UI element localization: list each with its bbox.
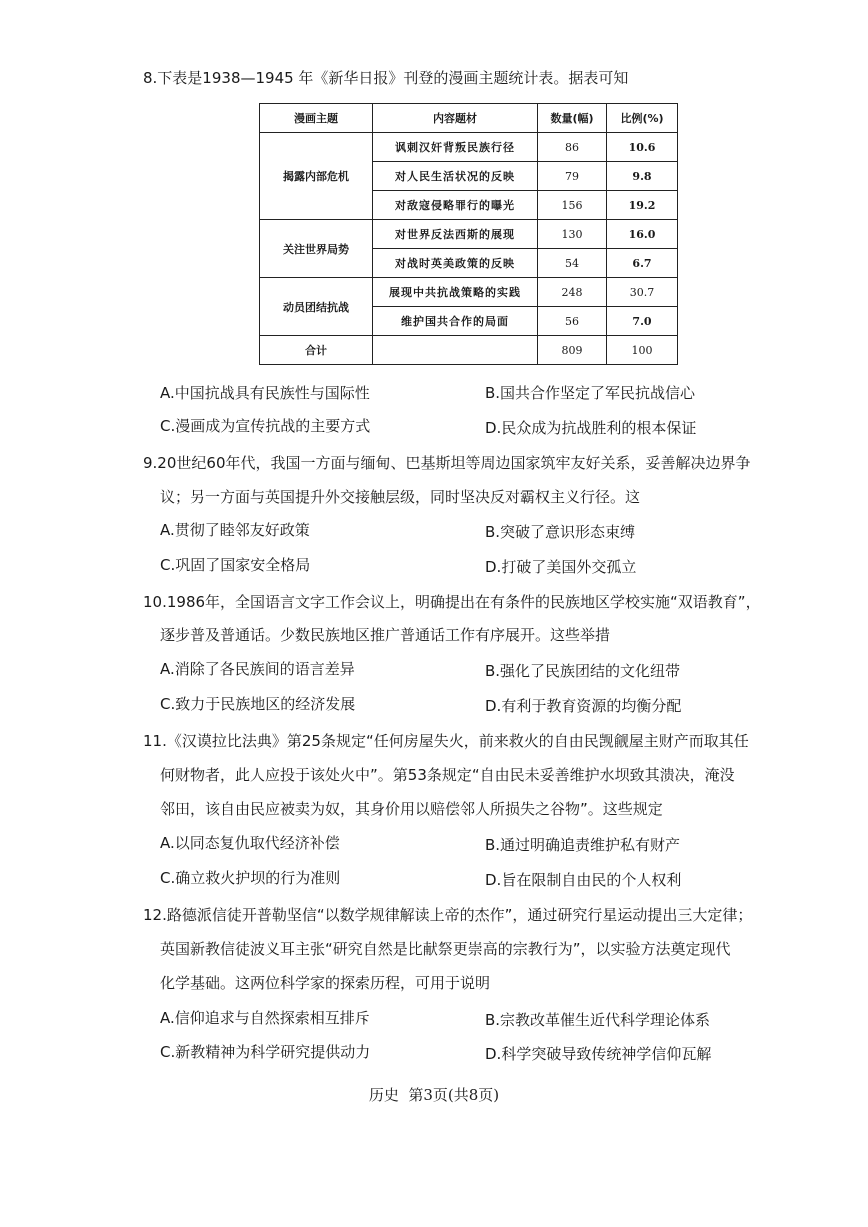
content-cell: 对敌寇侵略罪行的曝光 [373,191,538,220]
q8-option-c[interactable]: C.漫画成为宣传抗战的主要方式 [160,417,371,435]
q12-stem-line: 化学基础。这两位科学家的探索历程，可用于说明 [160,974,491,992]
table-row [260,220,678,249]
ratio-cell: 16.0 [607,220,678,249]
theme-cell: 揭露内部危机 [260,133,373,220]
table-total-row [260,336,678,365]
q8-option-b[interactable]: B.国共合作坚定了军民抗战信心 [485,384,696,402]
count-cell: 130 [538,220,607,249]
ratio-cell: 10.6 [607,133,678,162]
q11-stem-line: 11.《汉谟拉比法典》第25条规定“任何房屋失火，前来救火的自由民觊觎屋主财产而取其任 [143,732,749,750]
header-theme: 漫画主题 [260,104,373,133]
q10-option-a[interactable]: A.消除了各民族间的语言差异 [160,660,355,678]
theme-cell: 关注世界局势 [260,220,373,278]
content-cell: 对战时英美政策的反映 [373,249,538,278]
q12-stem-line: 12.路德派信徒开普勒坚信“以数学规律解读上帝的杰作”，通过研究行星运动提出三大定律； [143,906,753,924]
q8-option-d[interactable]: D.民众成为抗战胜利的根本保证 [485,419,697,437]
header-ratio: 比例(%) [607,104,678,133]
q9-option-b[interactable]: B.突破了意识形态束缚 [485,523,636,541]
ratio-cell: 6.7 [607,249,678,278]
q11-option-c[interactable]: C.确立救火护坝的行为准则 [160,869,341,887]
q10-stem-line: 逐步普及普通话。少数民族地区推广普通话工作有序展开。这些举措 [160,626,611,644]
q8-stem: 8.下表是1938—1945 年《新华日报》刊登的漫画主题统计表。据表可知 [143,69,629,87]
q10-stem-line: 10.1986年，全国语言文字工作会议上，明确提出在有条件的民族地区学校实施“双语教育”， [143,593,761,611]
q12-stem-line: 英国新教信徒波义耳主张“研究自然是比献祭更崇高的宗教行为”，以实验方法奠定现代 [160,940,731,958]
page-footer: 历史 第3页(共8页) [368,1086,500,1104]
header-count: 数量(幅) [538,104,607,133]
ratio-cell: 30.7 [607,278,678,307]
q11-option-a[interactable]: A.以同态复仇取代经济补偿 [160,834,340,852]
content-cell: 维护国共合作的局面 [373,307,538,336]
count-cell: 79 [538,162,607,191]
q12-option-b[interactable]: B.宗教改革催生近代科学理论体系 [485,1011,711,1029]
total-label: 合计 [260,336,373,365]
theme-cell: 动员团结抗战 [260,278,373,336]
q11-stem-line: 邻田，该自由民应被卖为奴，其身价用以赔偿邻人所损失之谷物”。这些规定 [160,800,663,818]
content-cell: 讽刺汉奸背叛民族行径 [373,133,538,162]
content-cell: 对世界反法西斯的展现 [373,220,538,249]
count-cell: 248 [538,278,607,307]
table-row [260,133,678,162]
ratio-cell: 19.2 [607,191,678,220]
q12-option-a[interactable]: A.信仰追求与自然探索相互排斥 [160,1009,370,1027]
q12-option-c[interactable]: C.新教精神为科学研究提供动力 [160,1043,371,1061]
q9-option-d[interactable]: D.打破了美国外交孤立 [485,558,637,576]
table-row [260,278,678,307]
count-cell: 56 [538,307,607,336]
total-count: 809 [538,336,607,365]
q8-option-a[interactable]: A.中国抗战具有民族性与国际性 [160,384,370,402]
comic-theme-table [259,103,678,365]
count-cell: 86 [538,133,607,162]
ratio-cell: 7.0 [607,307,678,336]
q12-option-d[interactable]: D.科学突破导致传统神学信仰瓦解 [485,1045,712,1063]
q10-option-c[interactable]: C.致力于民族地区的经济发展 [160,695,356,713]
q9-stem-line: 议；另一方面与英国提升外交接触层级，同时坚决反对霸权主义行径。这 [160,488,641,506]
content-cell: 展现中共抗战策略的实践 [373,278,538,307]
q9-option-c[interactable]: C.巩固了国家安全格局 [160,556,311,574]
count-cell: 156 [538,191,607,220]
q9-option-a[interactable]: A.贯彻了睦邻友好政策 [160,521,310,539]
q10-option-b[interactable]: B.强化了民族团结的文化纽带 [485,662,681,680]
q9-stem-line: 9.20世纪60年代，我国一方面与缅甸、巴基斯坦等周边国家筑牢友好关系，妥善解决边界争 [143,454,751,472]
header-content: 内容题材 [373,104,538,133]
q10-option-d[interactable]: D.有利于教育资源的均衡分配 [485,697,682,715]
table-header-row [260,104,678,133]
ratio-cell: 9.8 [607,162,678,191]
q11-stem-line: 何财物者，此人应投于该处火中”。第53条规定“自由民未妥善维护水坝致其溃决，淹没 [160,766,735,784]
total-empty-cell [373,336,538,365]
total-ratio: 100 [607,336,678,365]
content-cell: 对人民生活状况的反映 [373,162,538,191]
q11-option-b[interactable]: B.通过明确追责维护私有财产 [485,836,681,854]
q11-option-d[interactable]: D.旨在限制自由民的个人权利 [485,871,682,889]
count-cell: 54 [538,249,607,278]
